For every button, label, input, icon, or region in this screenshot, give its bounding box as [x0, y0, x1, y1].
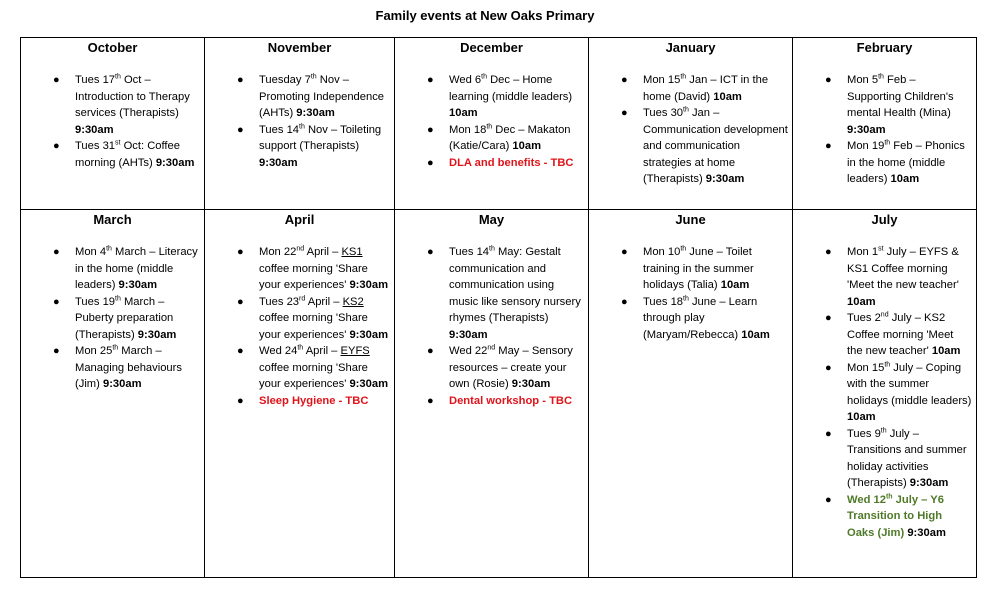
event-text: Tues 31: [75, 140, 116, 152]
event-time: 9:30am: [349, 328, 389, 341]
event-text: Tues 23: [259, 295, 300, 308]
event-item: [793, 426, 976, 492]
event-text: Tues 2: [847, 312, 881, 324]
month-heading: February: [856, 40, 913, 55]
event-text: Mon 1: [847, 246, 879, 258]
event-text: Feb – Supporting Children's mental Health (Mina): [847, 74, 954, 119]
bullet-icon: ●: [53, 140, 60, 152]
event-item: [21, 294, 204, 344]
event-text: June – Toilet training in the summer holidays (Talia): [643, 246, 754, 291]
ordinal-suffix: nd: [880, 311, 889, 319]
bullet-icon: ●: [427, 123, 434, 136]
event-time: 9:30am: [705, 173, 745, 185]
ordinal-suffix: th: [683, 294, 689, 302]
ordinal-suffix: th: [680, 73, 687, 81]
bullet-icon: ●: [825, 246, 832, 258]
event-item: [793, 492, 976, 542]
event-list: [205, 244, 394, 409]
event-item: [21, 244, 204, 294]
event-item: [395, 122, 588, 155]
bullet-icon: ●: [53, 345, 60, 357]
event-item: [205, 244, 394, 294]
event-time: 9:30am: [118, 279, 158, 291]
bullet-icon: ●: [825, 312, 832, 324]
event-time: 9:30am: [259, 156, 298, 169]
event-text: Feb – Phonics in the home (middle leaders): [847, 140, 965, 185]
event-time: 10am: [720, 279, 750, 291]
month-cell-november: [205, 38, 395, 210]
event-text: Dec – Makaton (Katie/Cara): [449, 123, 571, 152]
event-text: Dec – Home learning (middle leaders): [449, 74, 573, 103]
month-cell-june: [589, 210, 793, 578]
event-text: Mon 15: [643, 74, 681, 86]
event-time: 10am: [741, 328, 770, 341]
month-cell-february: [793, 38, 977, 210]
event-time: 10am: [847, 295, 876, 308]
bullet-icon: ●: [825, 427, 832, 440]
calendar-row-spring-summer: [21, 210, 977, 578]
event-time: 9:30am: [75, 123, 114, 136]
event-text: Wed 24: [259, 345, 298, 357]
event-time: 10am: [713, 90, 742, 103]
event-item: [589, 72, 792, 105]
event-text: Tues 30: [643, 107, 684, 119]
event-text: Mon 18: [449, 123, 487, 136]
event-time: 9:30am: [449, 328, 488, 341]
ordinal-suffix: th: [112, 344, 119, 352]
month-heading: July: [871, 212, 898, 227]
bullet-icon: ●: [427, 74, 434, 86]
bullet-icon: ●: [621, 74, 628, 86]
event-item: [395, 244, 588, 343]
month-cell-march: [21, 210, 205, 578]
month-cell-april: [205, 210, 395, 578]
event-list: [395, 72, 588, 171]
event-text: Mon 19: [847, 140, 885, 152]
month-heading: May: [478, 212, 505, 227]
event-text: March – Literacy in the home (middle leaders): [75, 246, 198, 291]
event-time: 10am: [847, 411, 876, 423]
event-list: [395, 244, 588, 409]
event-text: April –: [304, 246, 342, 258]
bullet-icon: ●: [427, 345, 434, 357]
event-text: May: Gestalt communication and communication using music like sensory nursery rhymes (Therapists): [449, 246, 581, 324]
event-item: [395, 343, 588, 393]
event-text: Dental workshop - TBC: [449, 394, 573, 407]
event-text: July – KS2 Coffee morning 'Meet the new teacher': [847, 312, 954, 357]
bullet-icon: ●: [53, 246, 60, 258]
ordinal-suffix: th: [880, 426, 887, 434]
month-heading: December: [460, 40, 523, 55]
ordinal-suffix: th: [884, 139, 891, 147]
bullet-icon: ●: [427, 246, 434, 258]
event-text: Mon 22: [259, 246, 297, 258]
event-item: [205, 343, 394, 393]
bullet-icon: ●: [621, 246, 628, 258]
event-text: Wed 12: [847, 493, 886, 506]
bullet-icon: ●: [53, 295, 60, 308]
event-text: Mon 10: [643, 246, 681, 258]
event-text: coffee morning 'Share your experiences': [259, 262, 368, 291]
event-list: [793, 244, 976, 541]
event-item: [793, 244, 976, 310]
event-text: Oct: Coffee morning (AHTs): [75, 140, 180, 169]
event-item: [205, 393, 394, 410]
event-text: KS1: [341, 246, 363, 258]
event-item: [793, 310, 976, 360]
event-item: [589, 105, 792, 188]
ordinal-suffix: th: [106, 245, 112, 253]
ordinal-suffix: th: [489, 245, 495, 253]
event-text: Tues 9: [847, 427, 881, 440]
event-item: [205, 294, 394, 344]
event-time: 9:30am: [349, 378, 389, 390]
event-text: Wed 22: [449, 345, 488, 357]
events-calendar-table: [20, 37, 977, 578]
ordinal-suffix: th: [297, 344, 304, 352]
event-list: [589, 72, 792, 188]
event-item: [395, 72, 588, 122]
event-text: coffee morning 'Share your experiences': [259, 361, 368, 390]
ordinal-suffix: th: [884, 360, 891, 368]
month-cell-january: [589, 38, 793, 210]
event-text: EYFS: [340, 345, 370, 357]
event-time: 9:30am: [847, 123, 886, 136]
event-time: 9:30am: [296, 107, 335, 119]
event-list: [589, 244, 792, 343]
ordinal-suffix: th: [885, 492, 893, 500]
ordinal-suffix: st: [115, 139, 121, 147]
bullet-icon: ●: [237, 345, 244, 357]
event-text: July – Y6 Transition to High Oaks (Jim): [847, 493, 944, 539]
month-heading: January: [665, 40, 716, 55]
event-item: [21, 343, 204, 393]
event-text: March – Puberty preparation (Therapists): [75, 295, 174, 341]
ordinal-suffix: nd: [296, 245, 305, 253]
ordinal-suffix: th: [683, 106, 689, 114]
event-item: [395, 393, 588, 410]
event-text: Mon 4: [75, 246, 107, 258]
event-item: [205, 72, 394, 122]
ordinal-suffix: th: [481, 73, 487, 81]
event-time: 9:30am: [349, 279, 389, 291]
event-text: Tues 14: [259, 123, 300, 136]
event-text: Mon 5: [847, 74, 879, 86]
bullet-icon: ●: [237, 123, 244, 136]
ordinal-suffix: st: [878, 245, 884, 253]
event-text: Jan – ICT in the home (David): [643, 74, 769, 103]
event-time: 10am: [449, 107, 478, 119]
bullet-icon: ●: [825, 493, 832, 506]
event-time: 9:30am: [155, 156, 195, 169]
ordinal-suffix: nd: [487, 344, 496, 352]
event-item: [205, 122, 394, 172]
event-text: Nov – Promoting Independence (AHTs): [259, 74, 385, 119]
event-text: Tues 18: [643, 295, 684, 308]
event-item: [589, 244, 792, 294]
event-text: March – Managing behaviours (Jim): [75, 345, 182, 390]
event-text: Oct – Introduction to Therapy services (Therapists): [75, 74, 190, 119]
bullet-icon: ●: [427, 156, 434, 169]
ordinal-suffix: th: [486, 122, 493, 130]
ordinal-suffix: th: [115, 73, 121, 81]
ordinal-suffix: th: [299, 122, 305, 130]
event-text: Jan – Communication development and communication strategies at home (Therapists): [643, 107, 788, 185]
bullet-icon: ●: [427, 394, 434, 407]
ordinal-suffix: rd: [299, 294, 306, 302]
event-time: 10am: [931, 345, 961, 357]
event-list: [21, 72, 204, 171]
bullet-icon: ●: [237, 74, 244, 86]
event-text: KS2: [342, 295, 364, 308]
bullet-icon: ●: [825, 140, 832, 152]
month-cell-december: [395, 38, 589, 210]
event-text: Nov – Toileting support (Therapists): [259, 123, 382, 152]
month-cell-october: [21, 38, 205, 210]
event-text: DLA and benefits - TBC: [449, 156, 574, 169]
event-text: June – Learn through play (Maryam/Rebecca): [643, 295, 758, 341]
event-list: [21, 244, 204, 393]
bullet-icon: ●: [237, 246, 244, 258]
month-heading: March: [93, 212, 132, 227]
event-text: Sleep Hygiene - TBC: [259, 394, 369, 407]
bullet-icon: ●: [621, 295, 628, 308]
event-item: [589, 294, 792, 344]
event-text: Tuesday 7: [259, 74, 311, 86]
event-text: May – Sensory resources – create your own (Rosie): [449, 345, 573, 390]
ordinal-suffix: th: [680, 245, 687, 253]
bullet-icon: ●: [53, 74, 60, 86]
ordinal-suffix: th: [878, 73, 884, 81]
event-text: Mon 15: [847, 361, 885, 374]
month-heading: April: [284, 212, 315, 227]
month-cell-may: [395, 210, 589, 578]
month-heading: June: [675, 212, 706, 227]
event-text: Tues 14: [449, 246, 490, 258]
month-heading: November: [267, 40, 332, 55]
event-list: [205, 72, 394, 171]
bullet-icon: ●: [237, 394, 244, 407]
ordinal-suffix: th: [115, 294, 121, 302]
event-time: 9:30am: [909, 477, 949, 489]
event-item: [21, 72, 204, 138]
event-text: April –: [303, 345, 341, 357]
event-item: [793, 72, 976, 138]
month-heading: October: [87, 40, 138, 55]
event-text: Mon 25: [75, 345, 113, 357]
month-cell-july: [793, 210, 977, 578]
event-text: April –: [305, 295, 343, 308]
event-time: 9:30am: [511, 378, 551, 390]
event-time: 9:30am: [137, 328, 177, 341]
bullet-icon: ●: [621, 107, 628, 119]
page-title: Family events at New Oaks Primary: [375, 8, 595, 23]
ordinal-suffix: th: [310, 73, 317, 81]
event-text: Tues 19: [75, 295, 116, 308]
bullet-icon: ●: [825, 74, 832, 86]
event-item: [395, 155, 588, 172]
event-time: 9:30am: [102, 378, 142, 390]
event-text: Tues 17: [75, 74, 116, 86]
event-text: coffee morning 'Share your experiences': [259, 312, 368, 341]
bullet-icon: ●: [825, 361, 832, 374]
event-list: [793, 72, 976, 188]
event-item: [21, 138, 204, 171]
event-text: Wed 6: [449, 74, 482, 86]
event-time: 10am: [512, 140, 542, 152]
event-text: July – EYFS & KS1 Coffee morning 'Meet the new teacher': [847, 246, 959, 291]
event-item: [793, 138, 976, 188]
bullet-icon: ●: [237, 295, 244, 308]
event-text: July – Transitions and summer holiday activities (Therapists): [847, 427, 967, 489]
event-time: 9:30am: [907, 526, 946, 539]
event-item: [793, 360, 976, 426]
calendar-row-autumn-winter: [21, 38, 977, 210]
event-time: 10am: [890, 173, 920, 185]
event-text: July – Coping with the summer holidays (middle leaders): [847, 361, 972, 407]
